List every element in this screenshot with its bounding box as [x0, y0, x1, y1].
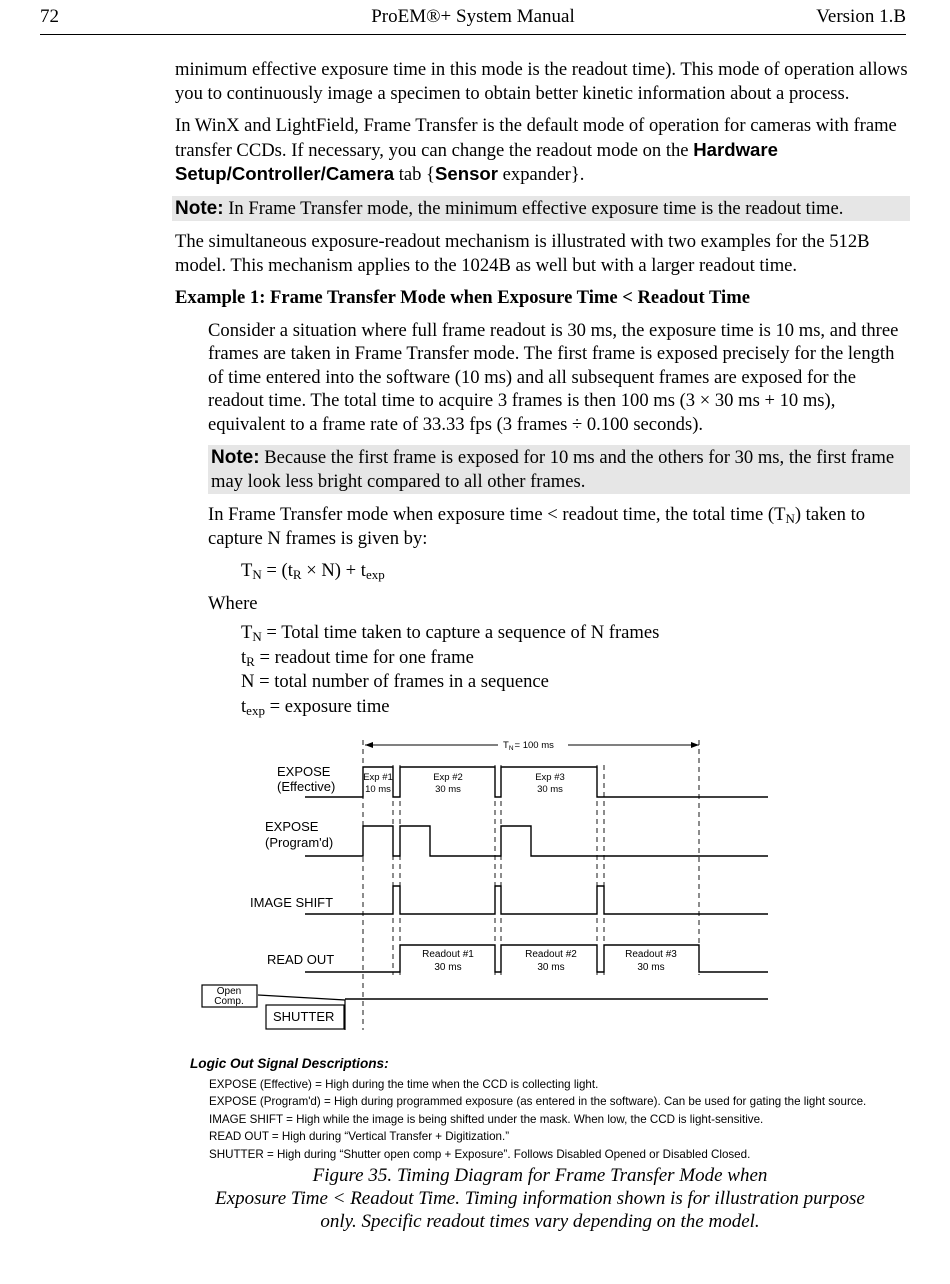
readout-2-time: 30 ms [537, 962, 565, 973]
definition-item: $T_N$ = Total time taken to capture a sequence of N frames [241, 622, 660, 644]
exp-3-time: 30 ms [537, 784, 563, 795]
label-expose-effective-sub: (Effective) [277, 779, 336, 794]
label-read-out: READ OUT [267, 952, 335, 967]
logic-line: EXPOSE (Program'd) = High during programmed exposure (as entered in the software). Can be used for gating the light source. [209, 1095, 867, 1109]
definition-item: $t_{exp}$ = exposure time [241, 695, 390, 718]
exp-1-time: 10 ms [365, 784, 391, 795]
label-image-shift: IMAGE SHIFT [250, 895, 334, 910]
dashed-guides [363, 740, 699, 1030]
formula [241, 559, 910, 583]
timing-diagram [195, 735, 795, 1035]
exp-1-name: Exp #1 [363, 772, 393, 783]
page-header [40, 6, 906, 35]
formula-t: T [241, 560, 253, 581]
paragraph-3: The simultaneous exposure-readout mechanism is illustrated with two examples for the 512B model. This mechanism applies to the 1024B as well but with a larger readout time. [175, 231, 870, 276]
paragraph-4-text-a: In Frame Transfer mode when exposure time < readout time, the total time (T [208, 504, 786, 525]
caption-line-2: Exposure Time < Readout Time. Timing information shown is for illustration purpose [215, 1188, 865, 1209]
exp-3-name: Exp #3 [535, 772, 565, 783]
definitions-list [241, 621, 910, 718]
formula-rest: × N) + t [301, 560, 366, 581]
manual-title: ProEM®+ System Manual [371, 6, 575, 27]
subscript: N [785, 511, 795, 526]
note-label: Note: [211, 447, 260, 468]
note-text: Because the first frame is exposed for 10 ms and the others for 30 ms, the first frame may look less bright compared to all other frames. [211, 447, 895, 492]
example-title: Example 1: Frame Transfer Mode when Exposure Time < Readout Time [175, 287, 750, 308]
example-text: Consider a situation where full frame readout is 30 ms, the exposure time is 10 ms, and three frames are taken in Frame Transfer mode. The first frame is exposed precisely for the length of time entered into the software (10 ms) and all subsequent frames are exposed for the readout time. The total time to acquire 3 frames is then 100 ms (3 × 30 ms + 10 ms), equivalent to a frame rate of 33.33 fps (3 frames ÷ 0.100 seconds). [208, 319, 899, 435]
open-comp-label-2: Comp. [214, 996, 244, 1007]
exp-2-name: Exp #2 [433, 772, 463, 783]
label-expose-programmed: EXPOSE [265, 819, 319, 834]
definition-item: $t_R$ = readout time for one frame [241, 646, 474, 669]
formula-mid: = (t [261, 560, 293, 581]
note-first-frame [208, 445, 910, 494]
logic-descriptions [190, 1055, 910, 1163]
signal-labels [250, 764, 335, 1024]
readout-1-name: Readout #1 [422, 949, 474, 960]
readout-3-name: Readout #3 [625, 949, 677, 960]
note-text: In Frame Transfer mode, the minimum effective exposure time is the readout time. [223, 197, 844, 219]
label-expose-programmed-sub: (Program'd) [265, 835, 334, 850]
sensor-expander-label: Sensor [434, 163, 499, 184]
note-label: Note: [175, 197, 224, 219]
logic-line: EXPOSE (Effective) = High during the time when the CCD is collecting light. [209, 1078, 599, 1091]
example-body [208, 319, 910, 719]
formula-t-sub: N [252, 567, 262, 582]
logic-title: Logic Out Signal Descriptions: [190, 1056, 389, 1071]
readout-1-time: 30 ms [434, 962, 462, 973]
caption-line-1: Figure 35. Timing Diagram for Frame Transfer Mode when [312, 1165, 768, 1186]
exp-2-time: 30 ms [435, 784, 461, 795]
readout-3-time: 30 ms [637, 962, 665, 973]
logic-line: READ OUT = High during “Vertical Transfer + Digitization.” [209, 1130, 510, 1144]
logic-line: SHUTTER = High during “Shutter open comp + Exposure”. Follows Disabled Opened or Disabled Closed. [209, 1147, 751, 1161]
label-shutter: SHUTTER [273, 1009, 335, 1024]
paragraph-4-text-b: ) taken to capture N frames is given by: [208, 504, 866, 549]
readout-labels [422, 949, 677, 973]
formula-exp-sub: exp [365, 567, 385, 582]
readout-2-name: Readout #2 [525, 949, 577, 960]
paragraph-2-text-e: expander}. [498, 164, 585, 185]
paragraph-4 [208, 503, 910, 550]
logic-line: IMAGE SHIFT = High while the image is being shifted under the mask. When low, the CCD is light-sensitive. [209, 1112, 764, 1126]
waveforms [258, 767, 768, 1030]
formula-r-sub: R [292, 567, 302, 582]
paragraph-2-text-a: In WinX and LightField, Frame Transfer is the default mode of operation for cameras with frame transfer CCDs. If necessary, you can change the readout mode on the [175, 115, 897, 161]
label-expose-effective: EXPOSE [277, 764, 331, 779]
where-label: Where [208, 592, 258, 614]
definition-item: N = total number of frames in a sequence [241, 671, 549, 692]
figure-caption [180, 1164, 900, 1233]
paragraph-2-text-c: tab { [394, 164, 435, 185]
note-frame-transfer [172, 196, 910, 222]
tn-label: $T_N= 100$ ms [503, 740, 554, 752]
manual-version: Version 1.B [816, 6, 906, 27]
caption-line-3: only. Specific readout times vary depending on the model. [320, 1211, 760, 1232]
wave-image-shift [305, 886, 768, 914]
paragraph-2 [175, 114, 910, 187]
menu-path: Hardware Setup/Controller/Camera [175, 138, 778, 184]
page-number: 72 [40, 6, 59, 27]
paragraph-1: minimum effective exposure time in this mode is the readout time). This mode of operation allows you to continuously image a specimen to obtain better kinetic information about a process. [175, 59, 908, 104]
open-comp-label-1: Open [216, 986, 242, 997]
body-text [175, 58, 910, 719]
